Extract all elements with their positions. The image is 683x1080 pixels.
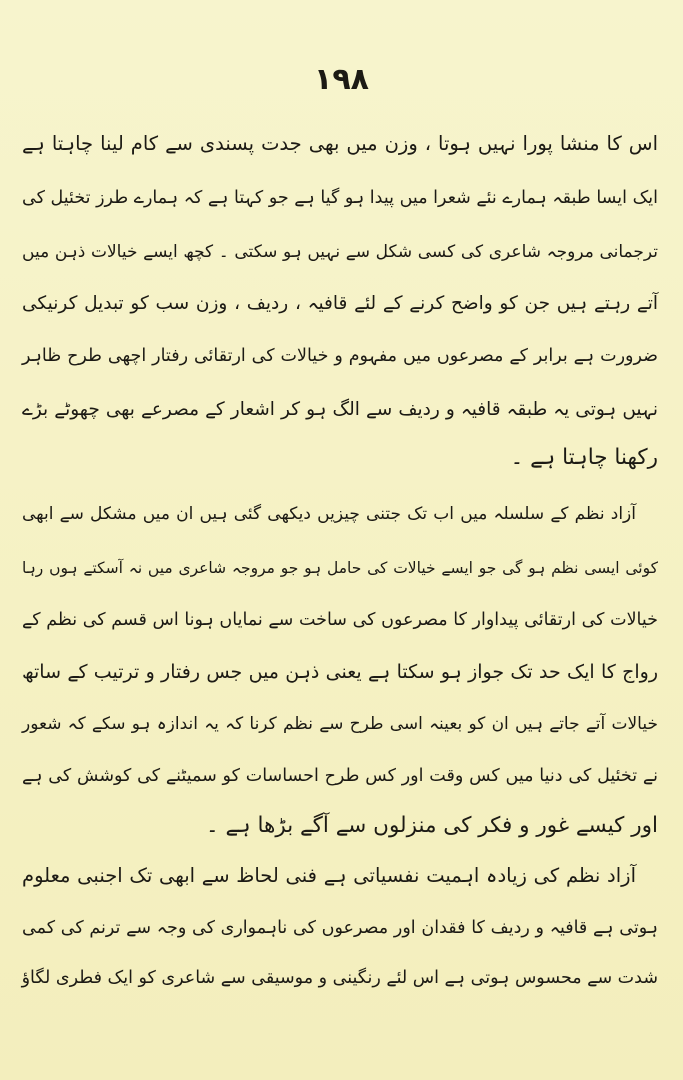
text-line: ضرورت ہے برابر کے مصرعوں میں مفہوم و خیالات کی ارتقائی رفتار اچھی طرح ظاہر bbox=[22, 346, 658, 366]
paragraph-first-line: آزاد نظم کے سلسلہ میں اب تک جتنی چیزیں دیکھی گئی ہیں ان میں مشکل سے ابھی bbox=[22, 504, 636, 524]
text-line: رواج کا ایک حد تک جواز ہو سکتا ہے یعنی ذہن میں جس رفتار و ترتیب کے ساتھ bbox=[22, 661, 658, 683]
text-line: ہوتی ہے قافیہ و ردیف کا فقدان اور مصرعوں کی ناہمواری کی وجہ سے ترنم کی کمی bbox=[22, 918, 658, 938]
text-line: شدت سے محسوس ہوتی ہے اس لئے رنگینی و موسیقی سے شاعری کو ایک فطری لگاؤ bbox=[21, 968, 658, 988]
text-line: آتے رہتے ہیں جن کو واضح کرنے کے لئے قافیہ ، ردیف ، وزن سب کو تبدیل کرنیکی bbox=[22, 293, 658, 314]
text-line: اس کا منشا پورا نہیں ہوتا ، وزن میں بھی جدت پسندی سے کام لینا چاہتا ہے bbox=[22, 132, 658, 155]
text-line: اور کیسے غور و فکر کی منزلوں سے آگے بڑھا ہے ۔ bbox=[206, 813, 658, 838]
text-line: نے تخئیل کی دنیا میں کس وقت اور کس طرح احساسات کو سمیٹنے کی کوشش کی ہے bbox=[22, 766, 658, 786]
page-number: ۱۹۸ bbox=[314, 62, 369, 97]
text-line: خیالات کی ارتقائی پیداوار کا مصرعوں کی ساخت سے نمایاں ہونا اس قسم کی نظم کے bbox=[22, 610, 658, 630]
text-line: خیالات آتے جاتے ہیں ان کو بعینہ اسی طرح سے نظم کرنا کہ یہ اندازہ ہو سکے کہ شعور bbox=[22, 714, 658, 734]
text-line: ایک ایسا طبقہ ہمارے نئے شعرا میں پیدا ہو گیا ہے جو کہتا ہے کہ ہمارے طرز تخئیل کی bbox=[22, 188, 658, 208]
text-line: رکھنا چاہتا ہے ۔ bbox=[510, 445, 658, 470]
text-line: نہیں ہوتی یہ طبقہ قافیہ و ردیف سے الگ ہو کر اشعار کے مصرعے بھی چھوٹے بڑے bbox=[22, 399, 658, 420]
text-line: ترجمانی مروجہ شاعری کی کسی شکل سے نہیں ہو سکتی ۔ کچھ ایسے خیالات ذہن میں bbox=[22, 242, 658, 262]
paragraph-first-line: آزاد نظم کی زیادہ اہمیت نفسیاتی ہے فنی لحاظ سے ابھی تک اجنبی معلوم bbox=[22, 864, 636, 887]
text-line: کوئی ایسی نظم ہو گی جو ایسے خیالات کی حامل ہو جو مروجہ شاعری میں نہ آسکتے ہوں رہا bbox=[22, 559, 658, 577]
